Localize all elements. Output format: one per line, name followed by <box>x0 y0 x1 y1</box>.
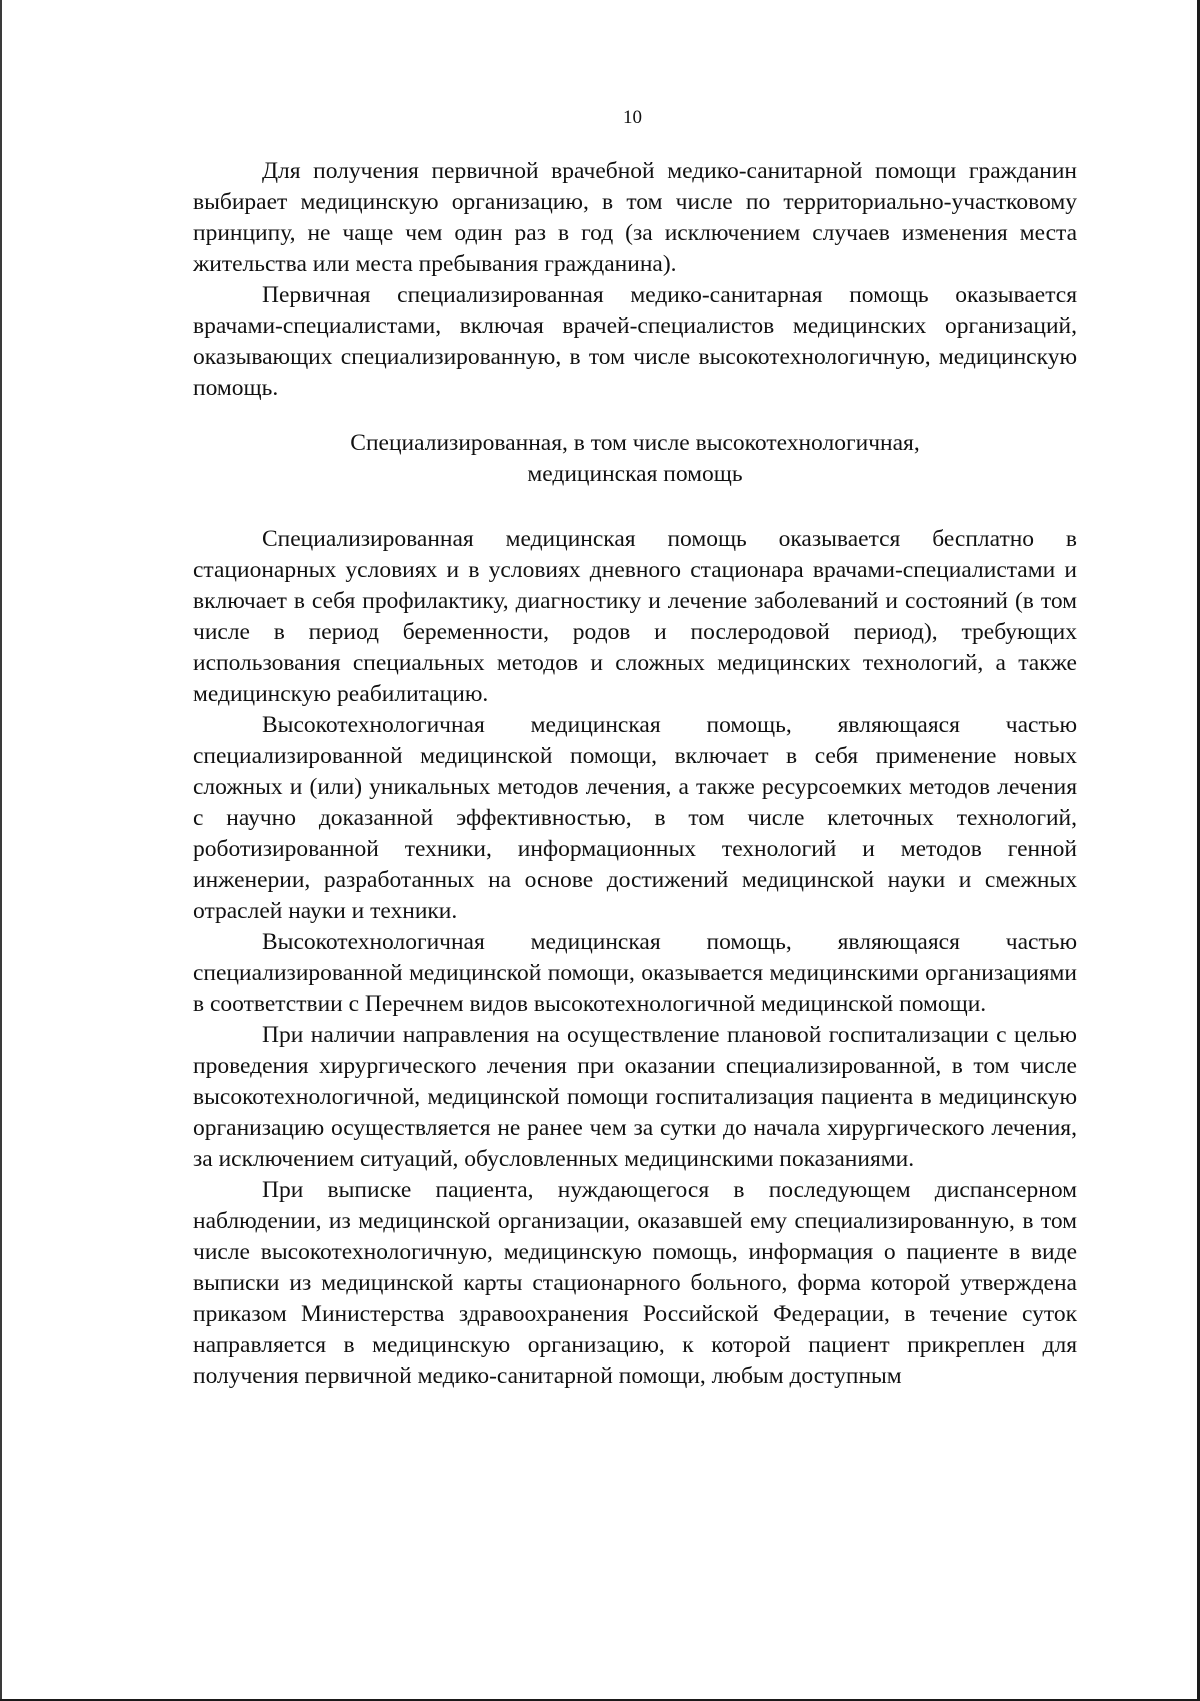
scan-edge-left <box>0 0 2 1701</box>
section-heading <box>193 428 1077 490</box>
document-body <box>193 156 1077 1392</box>
page-number: 10 <box>623 107 642 128</box>
paragraph-patient-discharge: При выписке пациента, нуждающегося в последующем диспансерном наблюдении, из медицинской организации, оказавшей ему специализированную, в том числе высокотехнологичную, медицинскую помощь, информация о пациенте в виде выписки из медицинской карты стационарного больного, форма которой утверждена приказом Министерства здравоохранения Российской Федерации, в течение суток направляется в медицинскую организацию, к которой пациент прикреплен для получения первичной медико-санитарной помощи, любым доступным <box>193 1177 1077 1389</box>
paragraph-high-tech-care-definition: Высокотехнологичная медицинская помощь, являющаяся частью специализированной медицинской помощи, включает в себя применение новых сложных и (или) уникальных методов лечения, а также ресурсоемких методов лечения с научно доказанной эффективностью, в том числе клеточных технологий, роботизированной техники, информационных технологий и методов генной инженерии, разработанных на основе достижений медицинской науки и смежных отраслей науки и техники. <box>193 712 1077 924</box>
paragraph-high-tech-care-providers: Высокотехнологичная медицинская помощь, являющаяся частью специализированной медицинской помощи, оказывается медицинскими организациями в соответствии с Перечнем видов высокотехнологичной медицинской помощи. <box>193 929 1077 1017</box>
paragraph-primary-specialized-care: Первичная специализированная медико-санитарная помощь оказывается врачами-специалистами, включая врачей-специалистов медицинских организаций, оказывающих специализированную, в том числе высокотехнологичную, медицинскую помощь. <box>193 282 1077 401</box>
paragraph-primary-care-choice: Для получения первичной врачебной медико-санитарной помощи гражданин выбирает медицинскую организацию, в том числе по территориально-участковому принципу, не чаще чем один раз в год (за исключением случаев изменения места жительства или места пребывания гражданина). <box>193 158 1077 277</box>
paragraph-planned-hospitalization: При наличии направления на осуществление плановой госпитализации с целью проведения хирургического лечения при оказании специализированной, в том числе высокотехнологичной, медицинской помощи госпитализация пациента в медицинскую организацию осуществляется не ранее чем за сутки до начала хирургического лечения, за исключением ситуаций, обусловленных медицинскими показаниями. <box>193 1022 1077 1172</box>
paragraph-specialized-care: Специализированная медицинская помощь оказывается бесплатно в стационарных условиях и в условиях дневного стационара врачами-специалистами и включает в себя профилактику, диагностику и лечение заболеваний и состояний (в том числе в период беременности, родов и послеродовой период), требующих использования специальных методов и сложных медицинских технологий, а также медицинскую реабилитацию. <box>193 526 1077 707</box>
section-heading-line-2: медицинская помощь <box>527 461 743 487</box>
section-heading-line-1: Специализированная, в том числе высокотехнологичная, <box>350 430 920 456</box>
